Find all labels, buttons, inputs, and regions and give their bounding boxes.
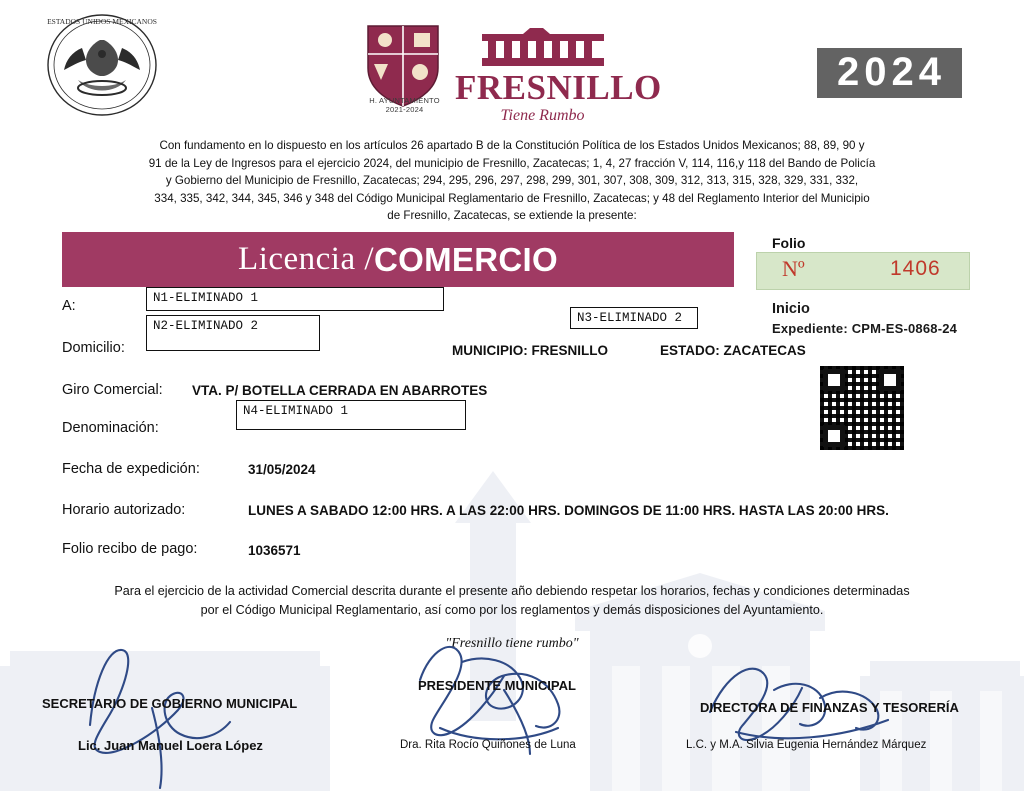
value-folio-recibo: 1036571 [248, 543, 301, 558]
label-denominacion: Denominación: [62, 420, 159, 436]
legal-line-1: Con fundamento en lo dispuesto en los artículos 26 apartado B de la Constitución Política de los Estados Unidos Mexicanos; 88, 89, 90 y [159, 139, 865, 152]
value-horario: LUNES A SABADO 12:00 HRS. A LAS 22:00 HRS. DOMINGOS DE 11:00 HRS. HASTA LAS 20:00 HRS. [248, 503, 889, 518]
license-title-bar [62, 232, 734, 287]
legal-paragraph [56, 137, 968, 225]
fresnillo-logo [455, 28, 662, 125]
bottom-note-line1: Para el ejercicio de la actividad Comercial descrita durante el presente año debiendo respetar los horarios, fechas y condiciones determinadas [114, 584, 910, 598]
legal-line-4: 334, 335, 342, 344, 345, 346 y 348 del Código Municipal Reglamentario de Fresnillo, Zacatecas; y 48 del Reglamento Interior del Municipio [154, 191, 870, 205]
bottom-note-line2: por el Código Municipal Reglamentario, así como por los reglamentos y demás disposiciones del Ayuntamiento. [200, 602, 824, 617]
value-municipio: MUNICIPIO: FRESNILLO [452, 343, 608, 358]
shield-caption-line1: H. AYUNTAMIENTO [369, 96, 440, 105]
label-folio-recibo: Folio recibo de pago: [62, 541, 198, 557]
label-fecha: Fecha de expedición: [62, 461, 200, 477]
signature-title-0: SECRETARIO DE GOBIERNO MUNICIPAL [42, 696, 298, 711]
signature-title-1: PRESIDENTE MUNICIPAL [418, 678, 576, 693]
legal-line-3: y Gobierno del Municipio de Fresnillo, Zacatecas; 294, 295, 296, 297, 298, 299, 301, 307, 308, 309, 312, 313, 315, 328, 329, 331, 332, [165, 174, 859, 188]
license-title-bold: COMERCIO [374, 240, 558, 278]
legal-line-5: de Fresnillo, Zacatecas, se extiende la presente: [387, 209, 637, 223]
signature-name-1: Dra. Rita Rocío Quiñones de Luna [400, 739, 576, 751]
value-giro: VTA. P/ BOTELLA CERRADA EN ABARROTES [192, 383, 488, 398]
fresnillo-monument-icon [478, 28, 608, 68]
folio-label: Folio [772, 235, 806, 251]
logo-word: FRESNILLO [455, 68, 662, 107]
value-a: N1-ELIMINADO 1 [146, 287, 444, 311]
qr-code-finder-bottom-left [823, 425, 845, 447]
svg-text:ESTADOS UNIDOS MEXICANOS: ESTADOS UNIDOS MEXICANOS [47, 17, 157, 26]
value-domicilio: N2-ELIMINADO 2 [146, 315, 320, 351]
year-badge: 2024 [817, 48, 962, 98]
value-estado: ESTADO: ZACATECAS [660, 343, 806, 358]
folio-number: 1406 [890, 257, 941, 280]
value-expediente: Expediente: CPM-ES-0868-24 [772, 321, 958, 336]
document-header [0, 0, 1024, 130]
value-denominacion: N4-ELIMINADO 1 [236, 400, 466, 430]
mexican-coat-of-arms-icon [42, 10, 162, 120]
license-title-light: Licencia / [238, 241, 375, 277]
value-colonia: N3-ELIMINADO 2 [570, 307, 698, 329]
legal-line-2: 91 de la Ley de Ingresos para el ejercicio 2024, del municipio de Fresnillo, Zacatecas; 1, 4, 27 fracción V, 114, 116,y 118 del Bando de Policía [148, 156, 876, 170]
bottom-note [62, 582, 962, 620]
signature-name-0: Lic. Juan Manuel Loera López [78, 738, 263, 753]
label-horario: Horario autorizado: [62, 502, 186, 518]
folio-symbol: Nº [782, 256, 805, 281]
signature-name-2: L.C. y M.A. Silvia Eugenia Hernández Márquez [686, 739, 927, 751]
slogan: "Fresnillo tiene rumbo" [445, 636, 579, 651]
shield-caption-line2: 2021-2024 [385, 105, 424, 115]
label-a: A: [62, 298, 76, 314]
logo-tagline: Tiene Rumbo [500, 107, 585, 124]
label-giro: Giro Comercial: [62, 382, 163, 398]
signature-title-2: DIRECTORA DE FINANZAS Y TESORERÍA [700, 700, 959, 715]
label-inicio: Inicio [772, 301, 810, 317]
value-fecha: 31/05/2024 [248, 462, 316, 477]
shield-caption [352, 96, 457, 115]
label-domicilio: Domicilio: [62, 340, 125, 356]
